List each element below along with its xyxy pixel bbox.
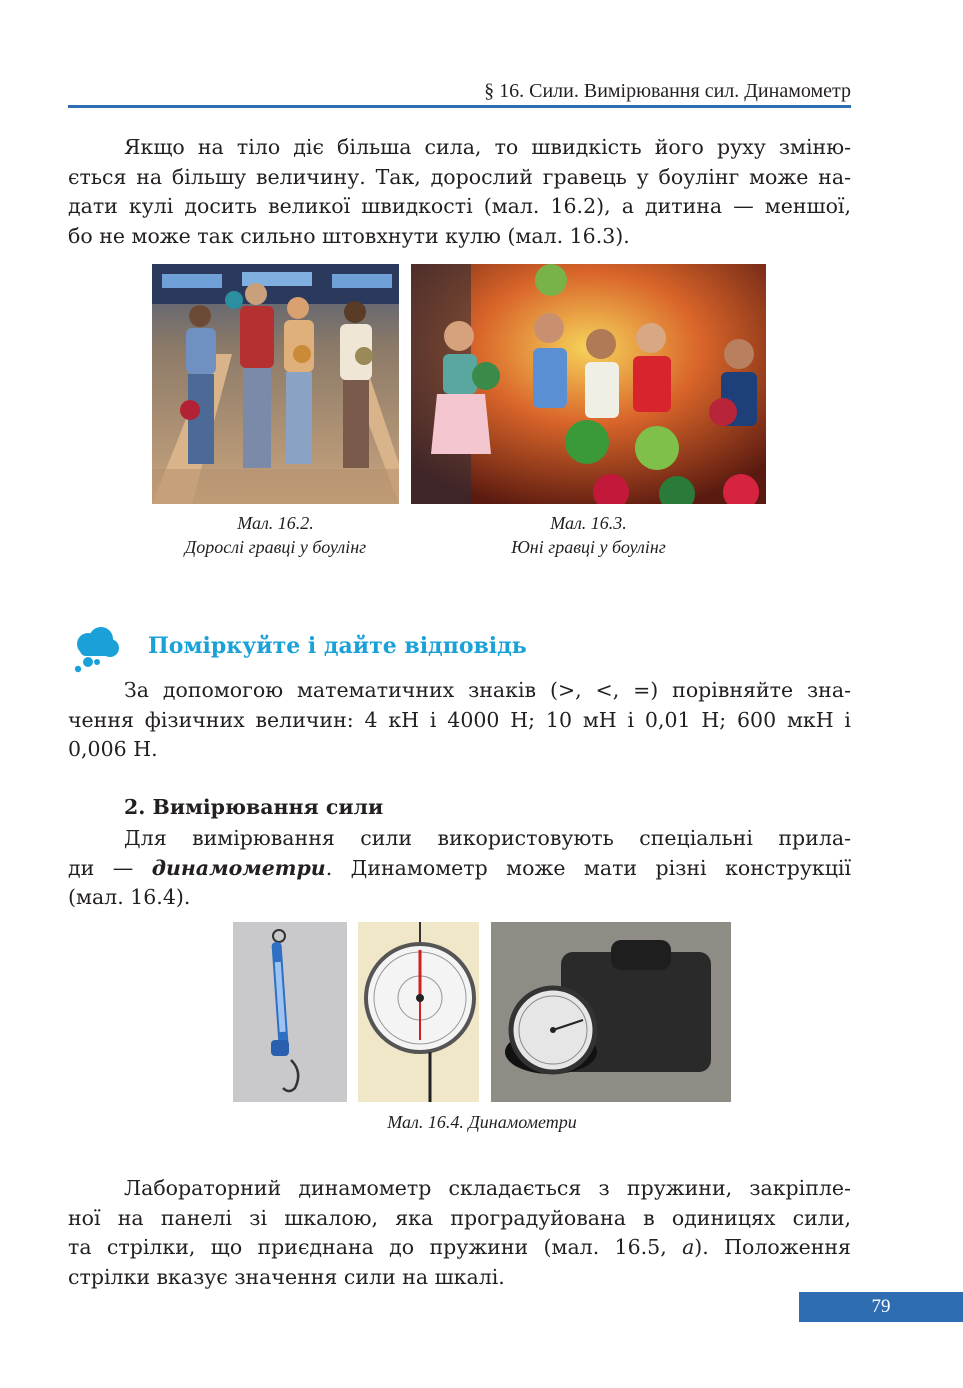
paragraph-line: ється на більшу величину. Так, дорослий гравець у боулінг може на- [68, 164, 851, 189]
task-title: Поміркуйте і дайте відповідь [148, 633, 527, 659]
figure-letter: а [682, 1235, 695, 1259]
header-rule [68, 105, 851, 108]
paragraph-line: стрілки вказує значення сили на шкалі. [68, 1264, 505, 1289]
line-start: ди — [68, 855, 152, 880]
figure-number: Мал. 16.2. [237, 513, 314, 533]
paragraph-line: За допомогою математичних знаків (>, <, =) порівняйте зна- [124, 678, 851, 702]
key-term: динамометри [151, 855, 326, 880]
young-bowlers-photo [411, 264, 766, 504]
compression-dynamometer-photo [491, 922, 731, 1102]
paragraph-line: (мал. 16.4). [68, 885, 191, 909]
paragraph-line [68, 854, 851, 884]
figure-16-4-caption: Мал. 16.4. Динамометри [387, 1112, 577, 1132]
section2-paragraph [68, 824, 851, 913]
dial-dynamometer-photo [358, 922, 479, 1102]
compression-gauge-illustration [491, 922, 731, 1102]
paragraph-line: бо не може так сильно штовхнути кулю (мал. 16.3). [68, 223, 630, 248]
dial-scale-illustration [358, 922, 479, 1102]
young-bowlers-illustration [411, 264, 766, 504]
paragraph-line [68, 1233, 851, 1263]
paragraph-line: чення фізичних величин: 4 кН і 4000 Н; 10 мН і 0,01 Н; 600 мкН і [68, 707, 851, 732]
paragraph-line: дати кулі досить великої швидкості (мал. 16.2), а дитина — меншої, [68, 194, 851, 218]
adult-bowlers-photo [152, 264, 399, 504]
intro-paragraph [68, 133, 851, 251]
thinking-cloud-icon [70, 626, 120, 674]
task-paragraph [68, 676, 851, 765]
paragraph-line: Якщо на тіло діє більша сила, то швидкість його руху зміню- [124, 135, 851, 159]
line-end: . Динамометр може мати різні конструкції [325, 855, 851, 880]
figure-caption-text: Юні гравці у боулінг [511, 537, 666, 557]
figure-16-2-caption [152, 511, 399, 559]
adult-bowlers-illustration [152, 264, 399, 504]
spring-scale-illustration [233, 922, 347, 1102]
paragraph-line: Для вимірювання сили використовують спеціальні прила- [124, 826, 851, 850]
line-start: та стрілки, що приєднана до пружини (мал. 16.5, [68, 1235, 683, 1259]
paragraph-line: ної на панелі зі шкалою, яка проградуйована в одиницях сили, [68, 1205, 851, 1230]
section-heading: 2. Вимірювання сили [124, 795, 384, 819]
running-header: § 16. Сили. Вимірювання сил. Динамометр [484, 80, 851, 102]
figure-number: Мал. 16.3. [550, 513, 627, 533]
paragraph-line: Лабораторний динамометр складається з пружини, закріпле- [124, 1176, 851, 1200]
paragraph-line: 0,006 Н. [68, 737, 158, 761]
line-end: ). Положення [694, 1235, 851, 1259]
final-paragraph [68, 1174, 851, 1292]
figure-caption-text: Дорослі гравці у боулінг [184, 537, 367, 557]
figure-16-3-caption [411, 511, 766, 559]
page-number: 79 [799, 1292, 963, 1322]
spring-dynamometer-photo [233, 922, 347, 1102]
